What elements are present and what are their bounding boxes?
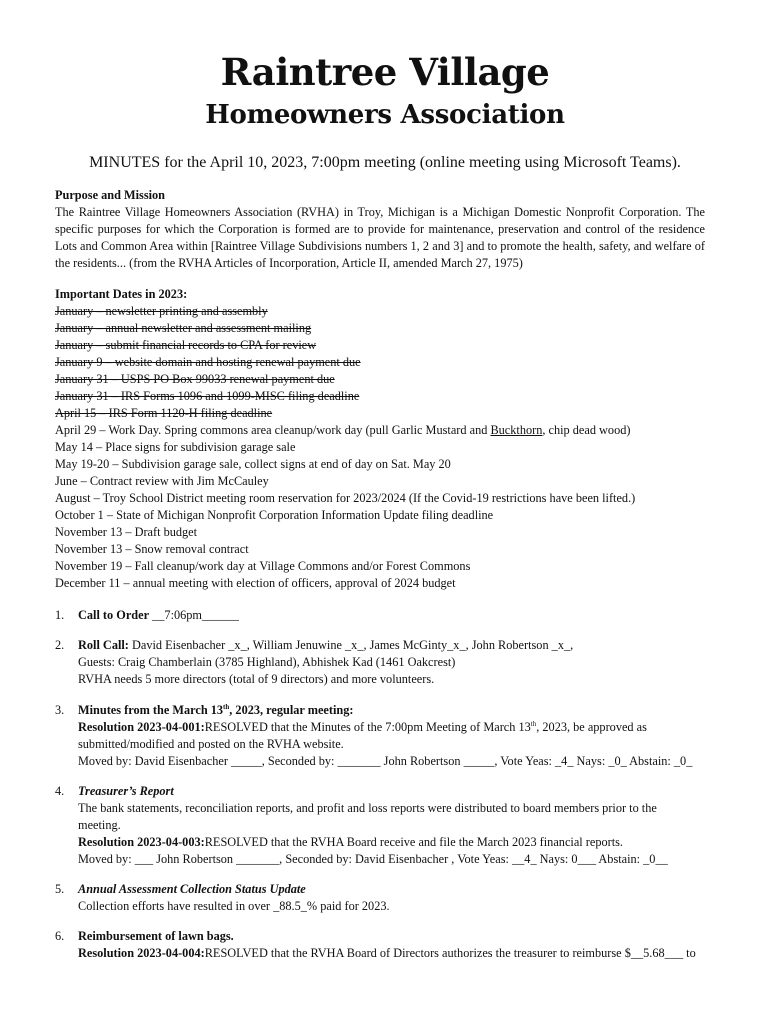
roll-call-note: RVHA needs 5 more directors (total of 9 directors) and more volunteers. xyxy=(78,672,435,686)
item-label: Roll Call: xyxy=(78,638,129,652)
ordinal-suffix: th xyxy=(530,719,537,728)
motion-vote-line: Moved by: ___ John Robertson _______, Seconded by: David Eisenbacher , Vote Yeas: __4_ Nays: 0___ Abstain: _0__ xyxy=(78,852,668,866)
meeting-line: MINUTES for the April 10, 2023, 7:00pm meeting (online meeting using Microsoft Teams). xyxy=(89,154,681,171)
call-to-order-time: __7:06pm______ xyxy=(149,608,239,622)
completed-dates-list xyxy=(55,303,715,422)
purpose-section xyxy=(55,187,715,272)
date-item-completed: January 31 – IRS Forms 1096 and 1099-MISC filing deadline xyxy=(55,389,360,403)
item-number: 4. xyxy=(55,784,65,798)
item-number: 3. xyxy=(55,703,65,717)
date-item: August – Troy School District meeting room reservation for 2023/2024 (If the Covid-19 restrictions have been lifted.) xyxy=(55,491,636,505)
resolution-text-cont: submitted/modified and posted on the RVHA website. xyxy=(78,737,344,751)
date-item-completed: January – annual newsletter and assessment mailing xyxy=(55,321,312,335)
workday-text-after: , chip dead wood) xyxy=(542,423,631,437)
date-item: November 13 – Draft budget xyxy=(55,525,198,539)
dates-heading: Important Dates in 2023: xyxy=(55,287,188,301)
resolution-text: RESOLVED that the Minutes of the 7:00pm Meeting of March 13 xyxy=(204,720,531,734)
roll-call-guests: Guests: Craig Chamberlain (3785 Highland), Abhishek Kad (1461 Oakcrest) xyxy=(78,655,456,669)
date-item: November 13 – Snow removal contract xyxy=(55,542,249,556)
purpose-heading: Purpose and Mission xyxy=(55,188,166,202)
item-number: 6. xyxy=(55,929,65,943)
org-subtitle: Homeowners Association xyxy=(205,100,565,130)
assessment-text: Collection efforts have resulted in over _88.5_% paid for 2023. xyxy=(78,899,390,913)
treasurer-text-cont: meeting. xyxy=(78,818,121,832)
dates-section xyxy=(55,286,715,592)
purpose-text: The Raintree Village Homeowners Association (RVHA) in Troy, Michigan is a Michigan Domestic Nonprofit Corporation. The specific purposes for which the Corporation is formed are to provide for maintenance, preservation and control of the residence Lots and Common Area within [Raintree Village Subdivisions numbers 1, 2 and 3] and to promote the health, safety, and welfare of the residents... (from the RVHA Articles of Incorporation, Article II, amended March 27, 1975) xyxy=(55,205,705,270)
buckthorn-link[interactable]: Buckthorn xyxy=(490,423,543,437)
date-item: June – Contract review with Jim McCauley xyxy=(55,474,269,488)
ordinal-suffix: th xyxy=(223,702,230,711)
item-label: Annual Assessment Collection Status Update xyxy=(78,882,306,896)
date-item-completed: January 31 – USPS PO Box 99033 renewal payment due xyxy=(55,372,335,386)
resolution-label: Resolution 2023-04-001: xyxy=(78,720,205,734)
resolution-label: Resolution 2023-04-003: xyxy=(78,835,205,849)
date-item-completed: January 9 – website domain and hosting renewal payment due xyxy=(55,355,361,369)
item-label: Minutes from the March 13 xyxy=(78,703,224,717)
date-item: October 1 – State of Michigan Nonprofit Corporation Information Update filing deadline xyxy=(55,508,494,522)
item-number: 5. xyxy=(55,882,65,896)
date-item: May 19-20 – Subdivision garage sale, collect signs at end of day on Sat. May 20 xyxy=(55,457,451,471)
date-item: December 11 – annual meeting with election of officers, approval of 2024 budget xyxy=(55,576,456,590)
date-item-completed: April 15 – IRS Form 1120-H filing deadline xyxy=(55,406,273,420)
item-label: Treasurer’s Report xyxy=(78,784,174,798)
item-number: 1. xyxy=(55,608,65,622)
workday-text-before: April 29 – Work Day. Spring commons area cleanup/work day (pull Garlic Mustard and xyxy=(55,423,491,437)
roll-call-directors: David Eisenbacher _x_, William Jenuwine _x_, James McGinty_x_, John Robertson _x_, xyxy=(128,638,574,652)
date-item-completed: January – submit financial records to CPA for review xyxy=(55,338,317,352)
resolution-text: RESOLVED that the RVHA Board receive and file the March 2023 financial reports. xyxy=(204,835,623,849)
resolution-text: RESOLVED that the RVHA Board of Directors authorizes the treasurer to reimburse $__5.68___ to xyxy=(204,946,696,960)
treasurer-text: The bank statements, reconciliation reports, and profit and loss reports were distributed to board members prior to the xyxy=(78,801,657,815)
item-label: Reimbursement of lawn bags. xyxy=(78,929,234,943)
item-label: Call to Order xyxy=(78,608,150,622)
workday-item xyxy=(55,422,715,439)
resolution-label: Resolution 2023-04-004: xyxy=(78,946,205,960)
resolution-text-rest: , 2023, be approved as xyxy=(536,720,647,734)
org-title: Raintree Village xyxy=(220,50,550,94)
date-item: May 14 – Place signs for subdivision garage sale xyxy=(55,440,296,454)
date-item-completed: January – newsletter printing and assembly xyxy=(55,304,268,318)
date-item: November 19 – Fall cleanup/work day at Village Commons and/or Forest Commons xyxy=(55,559,471,573)
item-number: 2. xyxy=(55,638,65,652)
motion-vote-line: Moved by: David Eisenbacher _____, Seconded by: _______ John Robertson _____, Vote Yeas: _4_ Nays: _0_ Abstain: _0_ xyxy=(78,754,693,768)
upcoming-dates-list xyxy=(55,439,715,592)
item-label-rest: , 2023, regular meeting: xyxy=(229,703,354,717)
